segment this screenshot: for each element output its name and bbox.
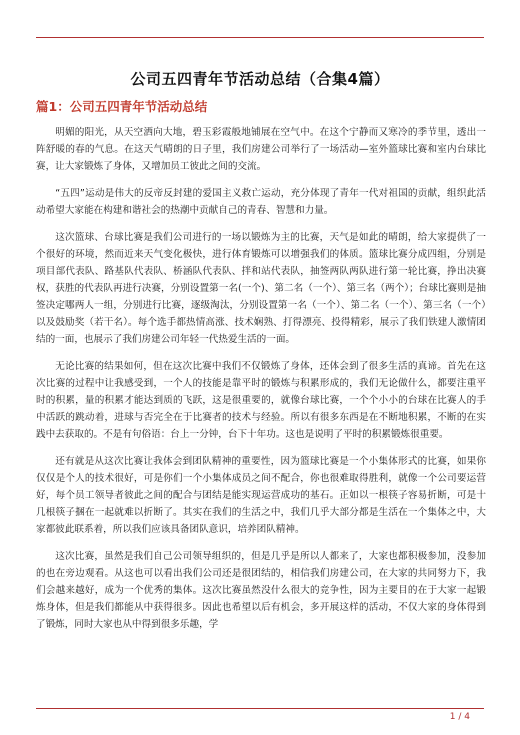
paragraph: 这次篮球、台球比赛是我们公司进行的一场以锻炼为主的比赛，天气是如此的晴朗，给大家提供了一个很好的环境，然而近来天气变化极快，进行体育锻炼可以增强我们的体质。篮球比赛分成四组，分别是项目部代表队、路基队代表队、桥涵队代表队、拌和站代表队，抽签两队两队进行第一轮比赛，挣出决赛权，获胜的代表队再进行决赛，分别设置第一名(一个)、第二名（一个）、第三名（两个）；台球比赛则是抽签决定哪两人一组，分别进行比赛，逐级淘汰，分别设置第一名（一个）、第二名（一个）、第三名（一个）以及鼓励奖（若干名）。每个选手都热情高涨、技术娴熟、打得漂亮、投得精彩，展示了我们铁建人激情团结的一面，也展示了我们房建公司年轻一代热爱生活的一面。 <box>36 232 486 345</box>
page-indicator: 1 / 4 <box>449 712 470 722</box>
paragraph: 无论比赛的结果如何，但在这次比赛中我们不仅锻炼了身体，还体会到了很多生活的真谛。首先在这次比赛的过程中让我感受到，一个人的技能是靠平时的锻炼与积累形成的，我们无论做什么，都要注重平时的积累，量的积累才能达到质的飞跃，这是很重要的，就像台球比赛，一个个小小的台球在比赛人的手中活跃的跳动着，进球与否完全在于比赛者的技术与经验。所以有很多东西是在不断地积累，不断的在实践中去获取的。不是有句俗语：台上一分钟，台下十年功。这也是说明了平时的积累锻炼很重要。 <box>36 361 486 440</box>
header-rule <box>36 37 484 38</box>
document-title: 公司五四青年节活动总结（合集4篇） <box>130 70 390 88</box>
document-body <box>36 124 486 643</box>
section-heading: 篇1：公司五四青年节活动总结 <box>36 99 208 114</box>
paragraph: 还有就是从这次比赛让我体会到团队精神的重要性，因为篮球比赛是一个小集体形式的比赛，如果你仅仅是个人的技术很好，可是你们一个小集体成员之间不配合，你也很难取得胜利，就像一个公司要运营好，每个员工领导者彼此之间的配合与团结是能实现运营成功的基石。正如以一根筷子容易折断，可是十几根筷子捆在一起就难以折断了。其实在我们的生活之中，我们几乎大部分都是生活在一个集体之中，大家都彼此联系着，所以我们应该具备团队意识，培养团队精神。 <box>36 456 486 535</box>
footer-rule <box>36 708 484 709</box>
paragraph: 这次比赛，虽然是我们自己公司领导组织的，但是几乎是所以人都来了，大家也都积极参加，没参加的也在旁边观看。从这也可以看出我们公司还是很团结的，相信我们房建公司，在大家的共同努力下，我们会越来越好，成为一个优秀的集体。这次比赛虽然没什么很大的竞争性，因为主要目的在于大家一起锻炼身体，但是我们都能从中获得很多。因此也希望以后有机会，多开展这样的活动，不仅大家的身体得到了锻炼，同时大家也从中得到很多乐趣，学 <box>36 551 486 630</box>
paragraph: 明媚的阳光，从天空洒向大地，碧玉彩霞般地铺展在空气中。在这个宁静而又寒冷的季节里，透出一阵舒暖的春的气息。在这天气晴朗的日子里，我们房建公司举行了一场活动—室外篮球比赛和室内台球比赛，让大家锻炼了身体，又增加员工彼此之间的交流。 <box>36 127 486 172</box>
paragraph: “五四”运动是伟大的反帝反封建的爱国主义救亡运动，充分体现了青年一代对祖国的贡献，组织此活动希望大家能在构建和谐社会的热潮中贡献自己的青春、智慧和力量。 <box>36 188 486 216</box>
